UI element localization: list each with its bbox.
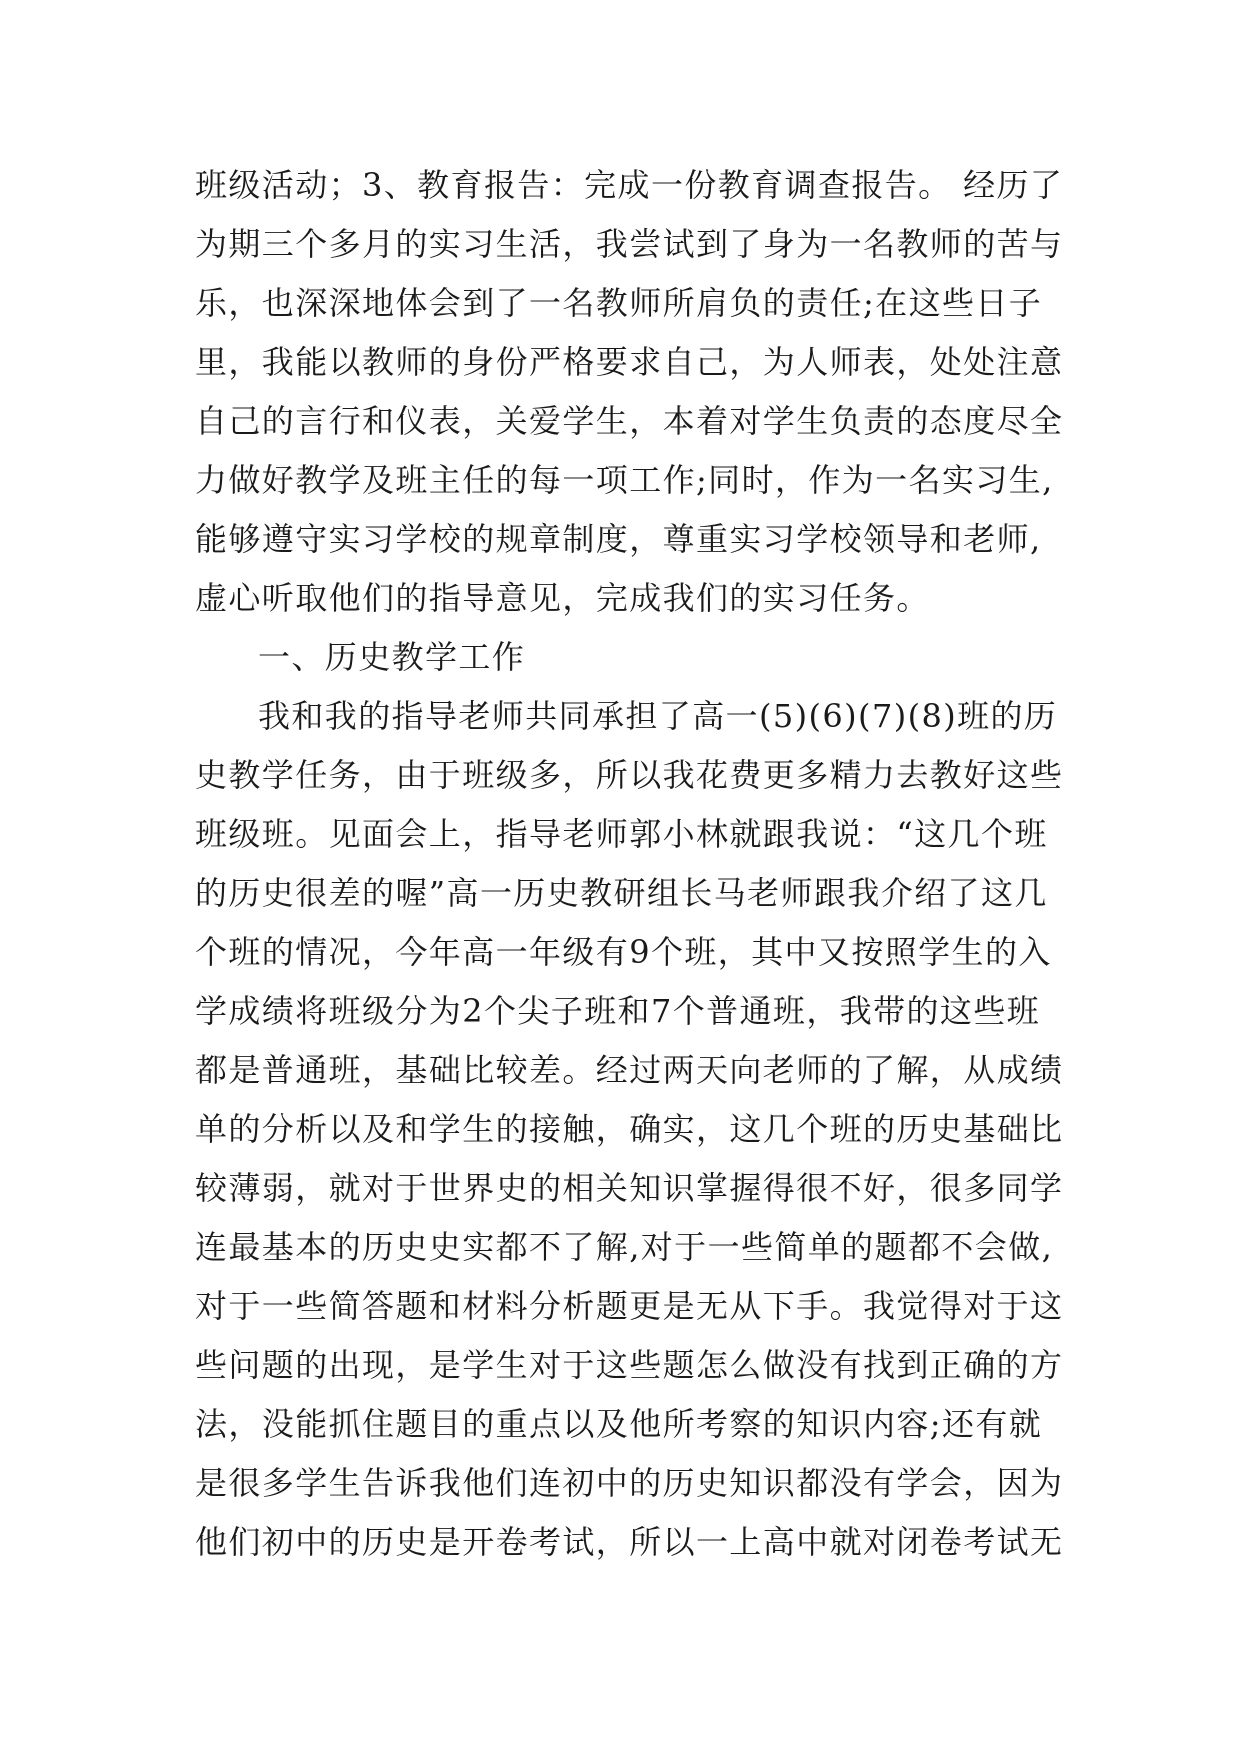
text-line: 乐，也深深地体会到了一名教师所肩负的责任;在这些日子 xyxy=(195,284,1043,322)
text-line: 我和我的指导老师共同承担了高一(5)(6)(7)(8)班的历 xyxy=(258,697,1058,735)
text-line: 为期三个多月的实习生活，我尝试到了身为一名教师的苦与 xyxy=(195,225,1064,263)
text-line: 都是普通班，基础比较差。经过两天向老师的了解，从成绩 xyxy=(195,1051,1064,1089)
text-line: 法，没能抓住题目的重点以及他所考察的知识内容;还有就 xyxy=(195,1405,1043,1443)
text-line: 班级班。见面会上，指导老师郭小林就跟我说：“这几个班 xyxy=(195,815,1048,853)
text-line: 是很多学生告诉我他们连初中的历史知识都没有学会，因为 xyxy=(195,1464,1064,1502)
text-line: 单的分析以及和学生的接触，确实，这几个班的历史基础比 xyxy=(195,1110,1064,1148)
text-line: 些问题的出现，是学生对于这些题怎么做没有找到正确的方 xyxy=(195,1346,1064,1384)
text-line: 能够遵守实习学校的规章制度，尊重实习学校领导和老师, xyxy=(195,520,1042,558)
text-line: 他们初中的历史是开卷考试，所以一上高中就对闭卷考试无 xyxy=(195,1523,1064,1561)
text-line: 的历史很差的喔”高一历史教研组长马老师跟我介绍了这几 xyxy=(195,874,1048,912)
text-line: 对于一些简答题和材料分析题更是无从下手。我觉得对于这 xyxy=(195,1287,1064,1325)
text-line: 里，我能以教师的身份严格要求自己，为人师表，处处注意 xyxy=(195,343,1064,381)
text-line: 个班的情况，今年高一年级有9个班，其中又按照学生的入 xyxy=(195,933,1052,971)
text-line: 较薄弱，就对于世界史的相关知识掌握得很不好，很多同学 xyxy=(195,1169,1064,1207)
text-line: 连最基本的历史史实都不了解,对于一些简单的题都不会做, xyxy=(195,1228,1054,1266)
text-line: 学成绩将班级分为2个尖子班和7个普通班，我带的这些班 xyxy=(195,992,1041,1030)
section-heading: 一、历史教学工作 xyxy=(258,638,526,676)
text-line: 自己的言行和仪表，关爱学生，本着对学生负责的态度尽全 xyxy=(195,402,1064,440)
text-line: 史教学任务，由于班级多，所以我花费更多精力去教好这些 xyxy=(195,756,1064,794)
text-line: 力做好教学及班主任的每一项工作;同时，作为一名实习生, xyxy=(195,461,1054,499)
text-line: 班级活动；3、教育报告：完成一份教育调查报告。 经历了 xyxy=(195,166,1064,204)
text-line: 虚心听取他们的指导意见，完成我们的实习任务。 xyxy=(195,579,930,617)
